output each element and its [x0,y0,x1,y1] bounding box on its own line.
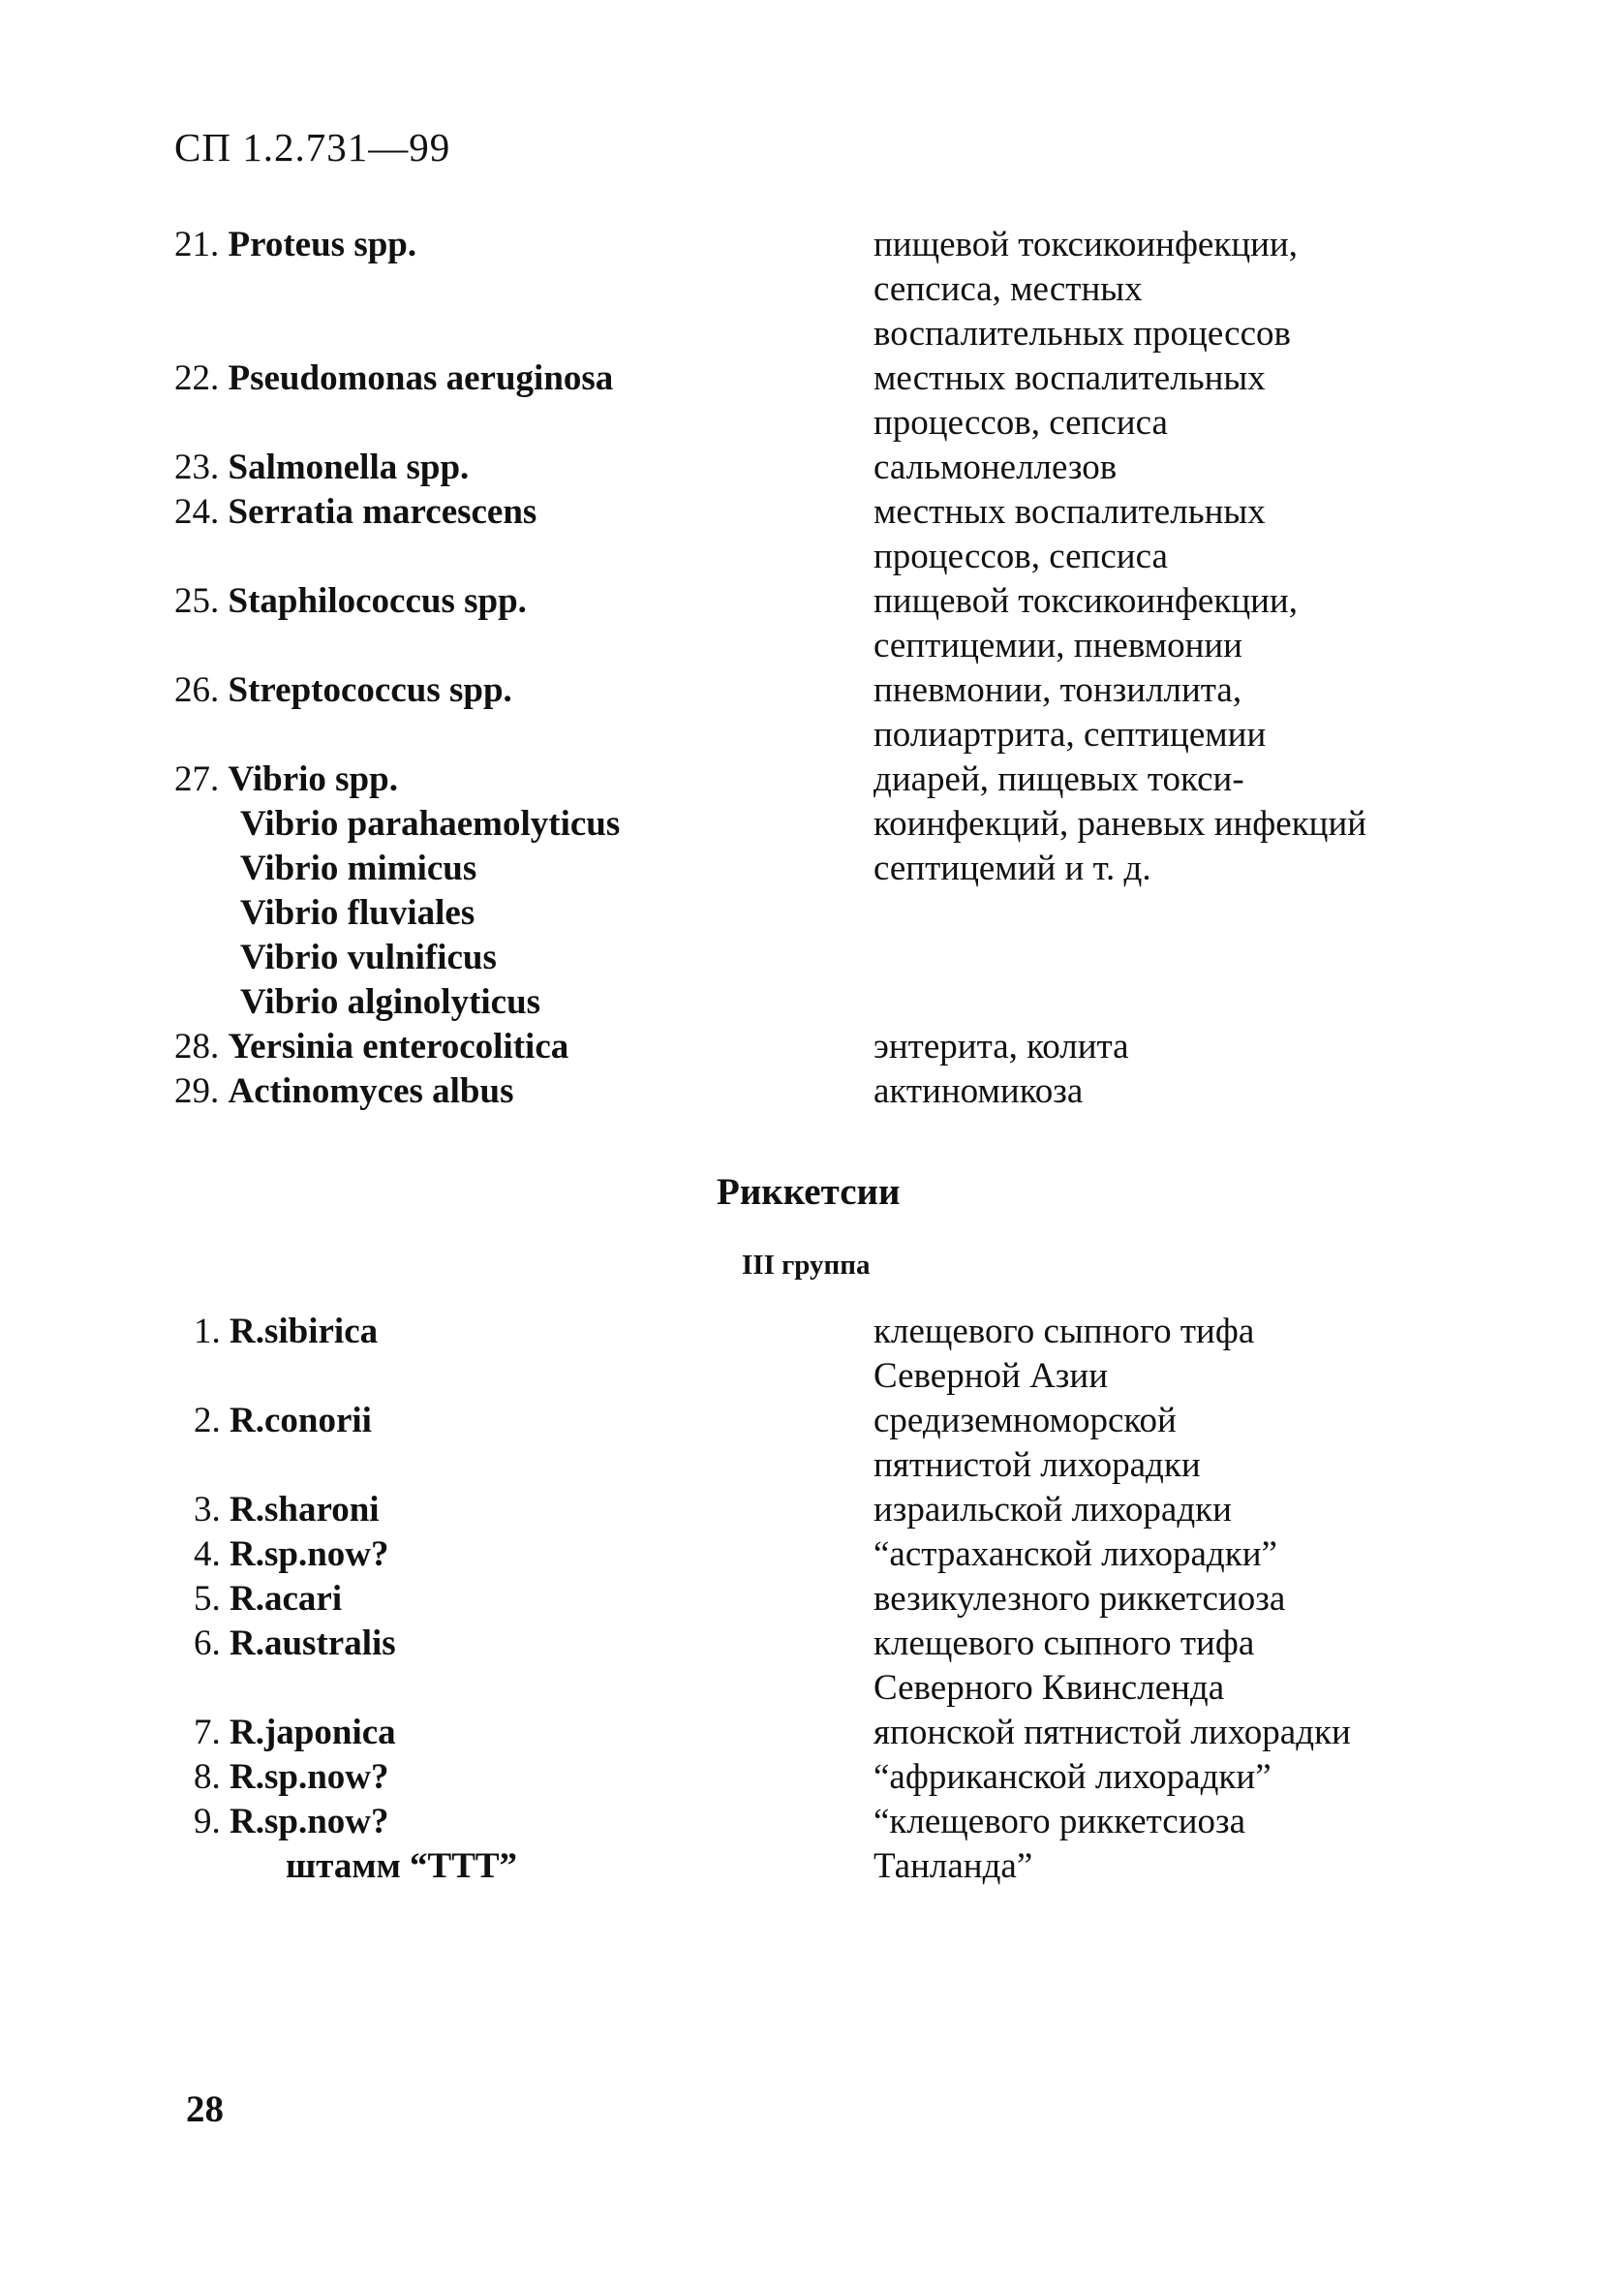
spacer [174,713,852,758]
organism-subspecies: Vibrio mimicus [240,849,477,888]
organism-row [174,446,852,490]
list-item-number: 29. [174,1071,229,1111]
organism-row [174,490,852,535]
organism-subspecies: Vibrio alginolyticus [240,982,541,1022]
list-item-number: 1. [194,1312,230,1351]
list-item-number: 9. [194,1802,230,1841]
disease-text: везикулезного риккетсиоза [873,1579,1286,1619]
spacer [174,267,852,312]
disease-text: септицемий и т. д. [873,849,1151,888]
disease-text: Северной Азии [873,1356,1109,1396]
spacer [174,401,852,446]
list-item-number: 23. [174,448,229,487]
disease-text: израильской лихорадки [873,1490,1232,1530]
organism-name: R.acari [230,1579,343,1619]
disease-text: “африканской лихорадки” [873,1757,1272,1797]
disease-text: Танланда” [873,1846,1033,1886]
list-item-number: 6. [194,1623,230,1663]
organism-name: R.japonica [230,1713,396,1752]
spacer [174,1666,852,1711]
disease-text: сальмонеллезов [873,448,1118,487]
disease-text: местных воспалительных [873,492,1266,532]
organism-row [174,356,852,401]
organism-row [174,758,852,802]
organism-name: Vibrio spp. [228,759,398,799]
disease-text: пневмонии, тонзиллита, [873,670,1242,710]
organism-name: R.sibirica [230,1312,379,1351]
organism-name: Yersinia enterocolitica [228,1027,569,1067]
disease-text: полиартрита, септицемии [873,715,1267,755]
spacer [873,980,1571,1025]
organism-name: R.conorii [230,1401,372,1440]
organism-row [174,1622,852,1666]
organism-name: Actinomyces albus [228,1071,514,1111]
list-item-number: 26. [174,670,229,710]
bacteria-names-column [174,223,852,1114]
spacer [174,1354,852,1399]
organism-name: R.sp.now? [230,1534,389,1574]
disease-text: средиземноморской [873,1401,1177,1440]
disease-text: клещевого сыпного тифа [873,1623,1255,1663]
disease-text: пятнистой лихорадки [873,1445,1201,1485]
list-item-number: 28. [174,1027,229,1067]
organism-row [174,223,852,267]
organism-row [174,579,852,624]
bacteria-diseases-column [873,223,1571,1114]
list-item-number: 8. [194,1757,230,1797]
organism-subspecies: Vibrio parahaemolyticus [240,804,621,844]
organism-row [174,1711,852,1755]
spacer [174,535,852,579]
list-item-number: 27. [174,759,229,799]
strain-label: штамм “ТТТ” [286,1846,518,1886]
disease-text: энтерита, колита [873,1027,1129,1067]
organism-name: R.sharoni [230,1490,380,1530]
organism-name: R.australis [230,1623,396,1663]
organism-row [174,1069,852,1114]
list-item-number: 25. [174,581,229,621]
organism-name: Proteus spp. [228,225,417,264]
organism-row [174,1025,852,1069]
spacer [174,1443,852,1488]
organism-row [174,1532,852,1577]
disease-text: клещевого сыпного тифа [873,1312,1255,1351]
list-item-number: 2. [194,1401,230,1440]
disease-text: коинфекций, раневых инфекций [873,804,1367,844]
organism-row [174,1399,852,1443]
organism-row [174,668,852,713]
rickettsia-diseases-column [873,1310,1571,1889]
organism-name: Staphilococcus spp. [228,581,527,621]
list-item-number: 4. [194,1534,230,1574]
disease-text: процессов, сепсиса [873,537,1168,576]
disease-text: актиномикоза [873,1071,1084,1111]
disease-text: Северного Квинсленда [873,1668,1225,1708]
organism-row [174,1800,852,1844]
organism-row [174,1488,852,1532]
disease-text: “астраханской лихорадки” [873,1534,1277,1574]
disease-text: “клещевого риккетсиоза [873,1802,1246,1841]
list-item-number: 24. [174,492,229,532]
rickettsia-names-column [174,1310,852,1889]
list-item-number: 22. [174,358,229,398]
organism-name: Serratia marcescens [228,492,537,532]
disease-text: японской пятнистой лихорадки [873,1713,1351,1752]
list-item-number: 5. [194,1579,230,1619]
disease-text: диарей, пищевых токси- [873,759,1244,799]
organism-subspecies: Vibrio fluviales [240,893,475,933]
disease-text: воспалительных процессов [873,314,1291,354]
list-item-number: 21. [174,225,229,264]
spacer [873,936,1571,980]
disease-text: септицемии, пневмонии [873,626,1242,665]
group-title: III группа [742,1250,871,1281]
disease-text: сепсиса, местных [873,269,1143,309]
document-code-header: СП 1.2.731—99 [174,125,451,170]
spacer [174,312,852,356]
organism-name: Pseudomonas aeruginosa [228,358,614,398]
disease-text: пищевой токсикоинфекции, [873,225,1298,264]
organism-name: Salmonella spp. [228,448,470,487]
organism-row [174,1755,852,1800]
organism-subspecies: Vibrio vulnificus [240,938,497,977]
organism-row [174,1310,852,1354]
spacer [873,891,1571,936]
disease-text: процессов, сепсиса [873,403,1168,443]
disease-text: местных воспалительных [873,358,1266,398]
list-item-number: 3. [194,1490,230,1530]
organism-name: Streptococcus spp. [228,670,512,710]
section-title: Риккетсии [717,1171,901,1213]
list-item-number: 7. [194,1713,230,1752]
spacer [174,624,852,668]
page-number: 28 [186,2088,224,2130]
organism-row [174,1577,852,1622]
organism-name: R.sp.now? [230,1802,389,1841]
organism-name: R.sp.now? [230,1757,389,1797]
disease-text: пищевой токсикоинфекции, [873,581,1298,621]
